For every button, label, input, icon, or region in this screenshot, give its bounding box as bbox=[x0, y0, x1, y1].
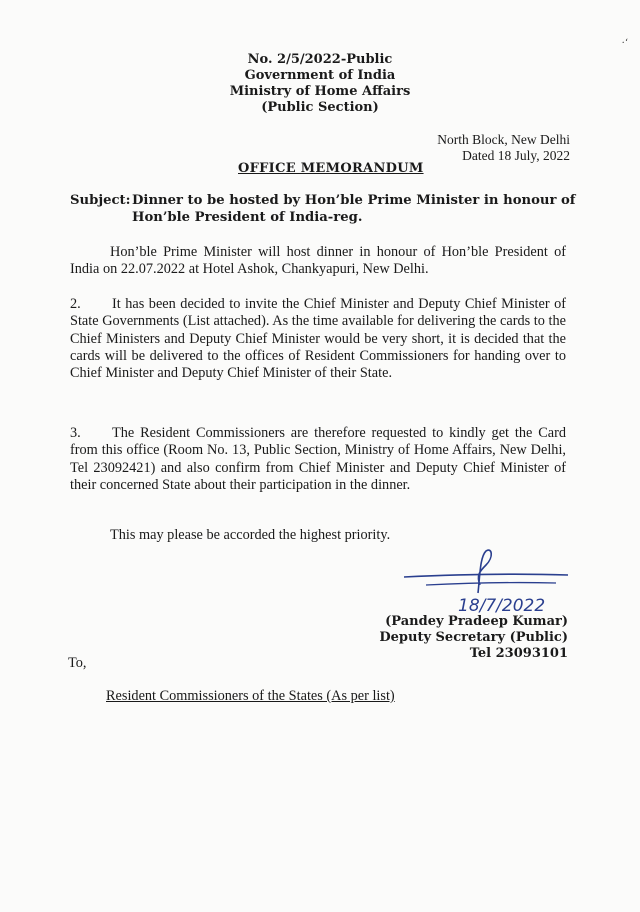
ministry-name: Ministry of Home Affairs bbox=[229, 84, 411, 99]
to-label: To, bbox=[68, 655, 87, 671]
paragraph-2-number: 2. bbox=[70, 296, 81, 312]
government-name: Government of India bbox=[244, 68, 396, 83]
addressee: Resident Commissioners of the States (As per list) bbox=[106, 688, 395, 704]
section-name: (Public Section) bbox=[261, 100, 379, 115]
closing-line: This may please be accorded the highest priority. bbox=[110, 527, 391, 543]
signer-designation: Deputy Secretary (Public) bbox=[379, 630, 568, 645]
letterhead bbox=[0, 52, 640, 116]
signer-block bbox=[379, 614, 568, 662]
date: Dated 18 July, 2022 bbox=[462, 148, 570, 163]
document-title: OFFICE MEMORANDUM bbox=[238, 161, 424, 176]
location: North Block, New Delhi bbox=[437, 132, 570, 147]
file-number: No. 2/5/2022-Public bbox=[247, 52, 393, 67]
subject-line-1: Dinner to be hosted by Hon’ble Prime Minister in honour of bbox=[132, 193, 576, 208]
subject-label: Subject: bbox=[70, 193, 131, 208]
paragraph-3-text: The Resident Commissioners are therefore requested to kindly get the Card from this office (Room No. 13, Public Section, Ministry of Home Affairs, New Delhi, Tel 23092421) and also confirm from Chief Minister and Deputy Chief Minister of their concerned State about their participation in the dinner. bbox=[70, 425, 566, 493]
handwritten-date: 18/7/2022 bbox=[458, 596, 546, 616]
paragraph-1: Hon’ble Prime Minister will host dinner in honour of Hon’ble President of India on 22.07.2022 at Hotel Ashok, Chankyapuri, New Delhi. bbox=[70, 244, 566, 278]
place-and-date bbox=[437, 132, 570, 164]
subject bbox=[70, 192, 580, 226]
paragraph-3 bbox=[70, 425, 566, 494]
paragraph-3-number: 3. bbox=[70, 425, 81, 441]
paragraph-2 bbox=[70, 296, 566, 382]
scan-speck: ·ʻ bbox=[621, 38, 628, 49]
signer-telephone: Tel 23093101 bbox=[469, 646, 568, 661]
subject-line-2: Hon’ble President of India-reg. bbox=[132, 210, 363, 225]
handwritten-signature bbox=[396, 545, 576, 617]
paragraph-2-text: It has been decided to invite the Chief Minister and Deputy Chief Minister of State Governments (List attached). As the time available for delivering the cards to the Chief Ministers and Deputy Chief Minister would be very short, it is decided that the cards will be delivered to the offices of Resident Commissioners for handing over to Chief Minister and Deputy Chief Minister of their State. bbox=[70, 296, 566, 382]
signer-name: (Pandey Pradeep Kumar) bbox=[385, 614, 568, 629]
